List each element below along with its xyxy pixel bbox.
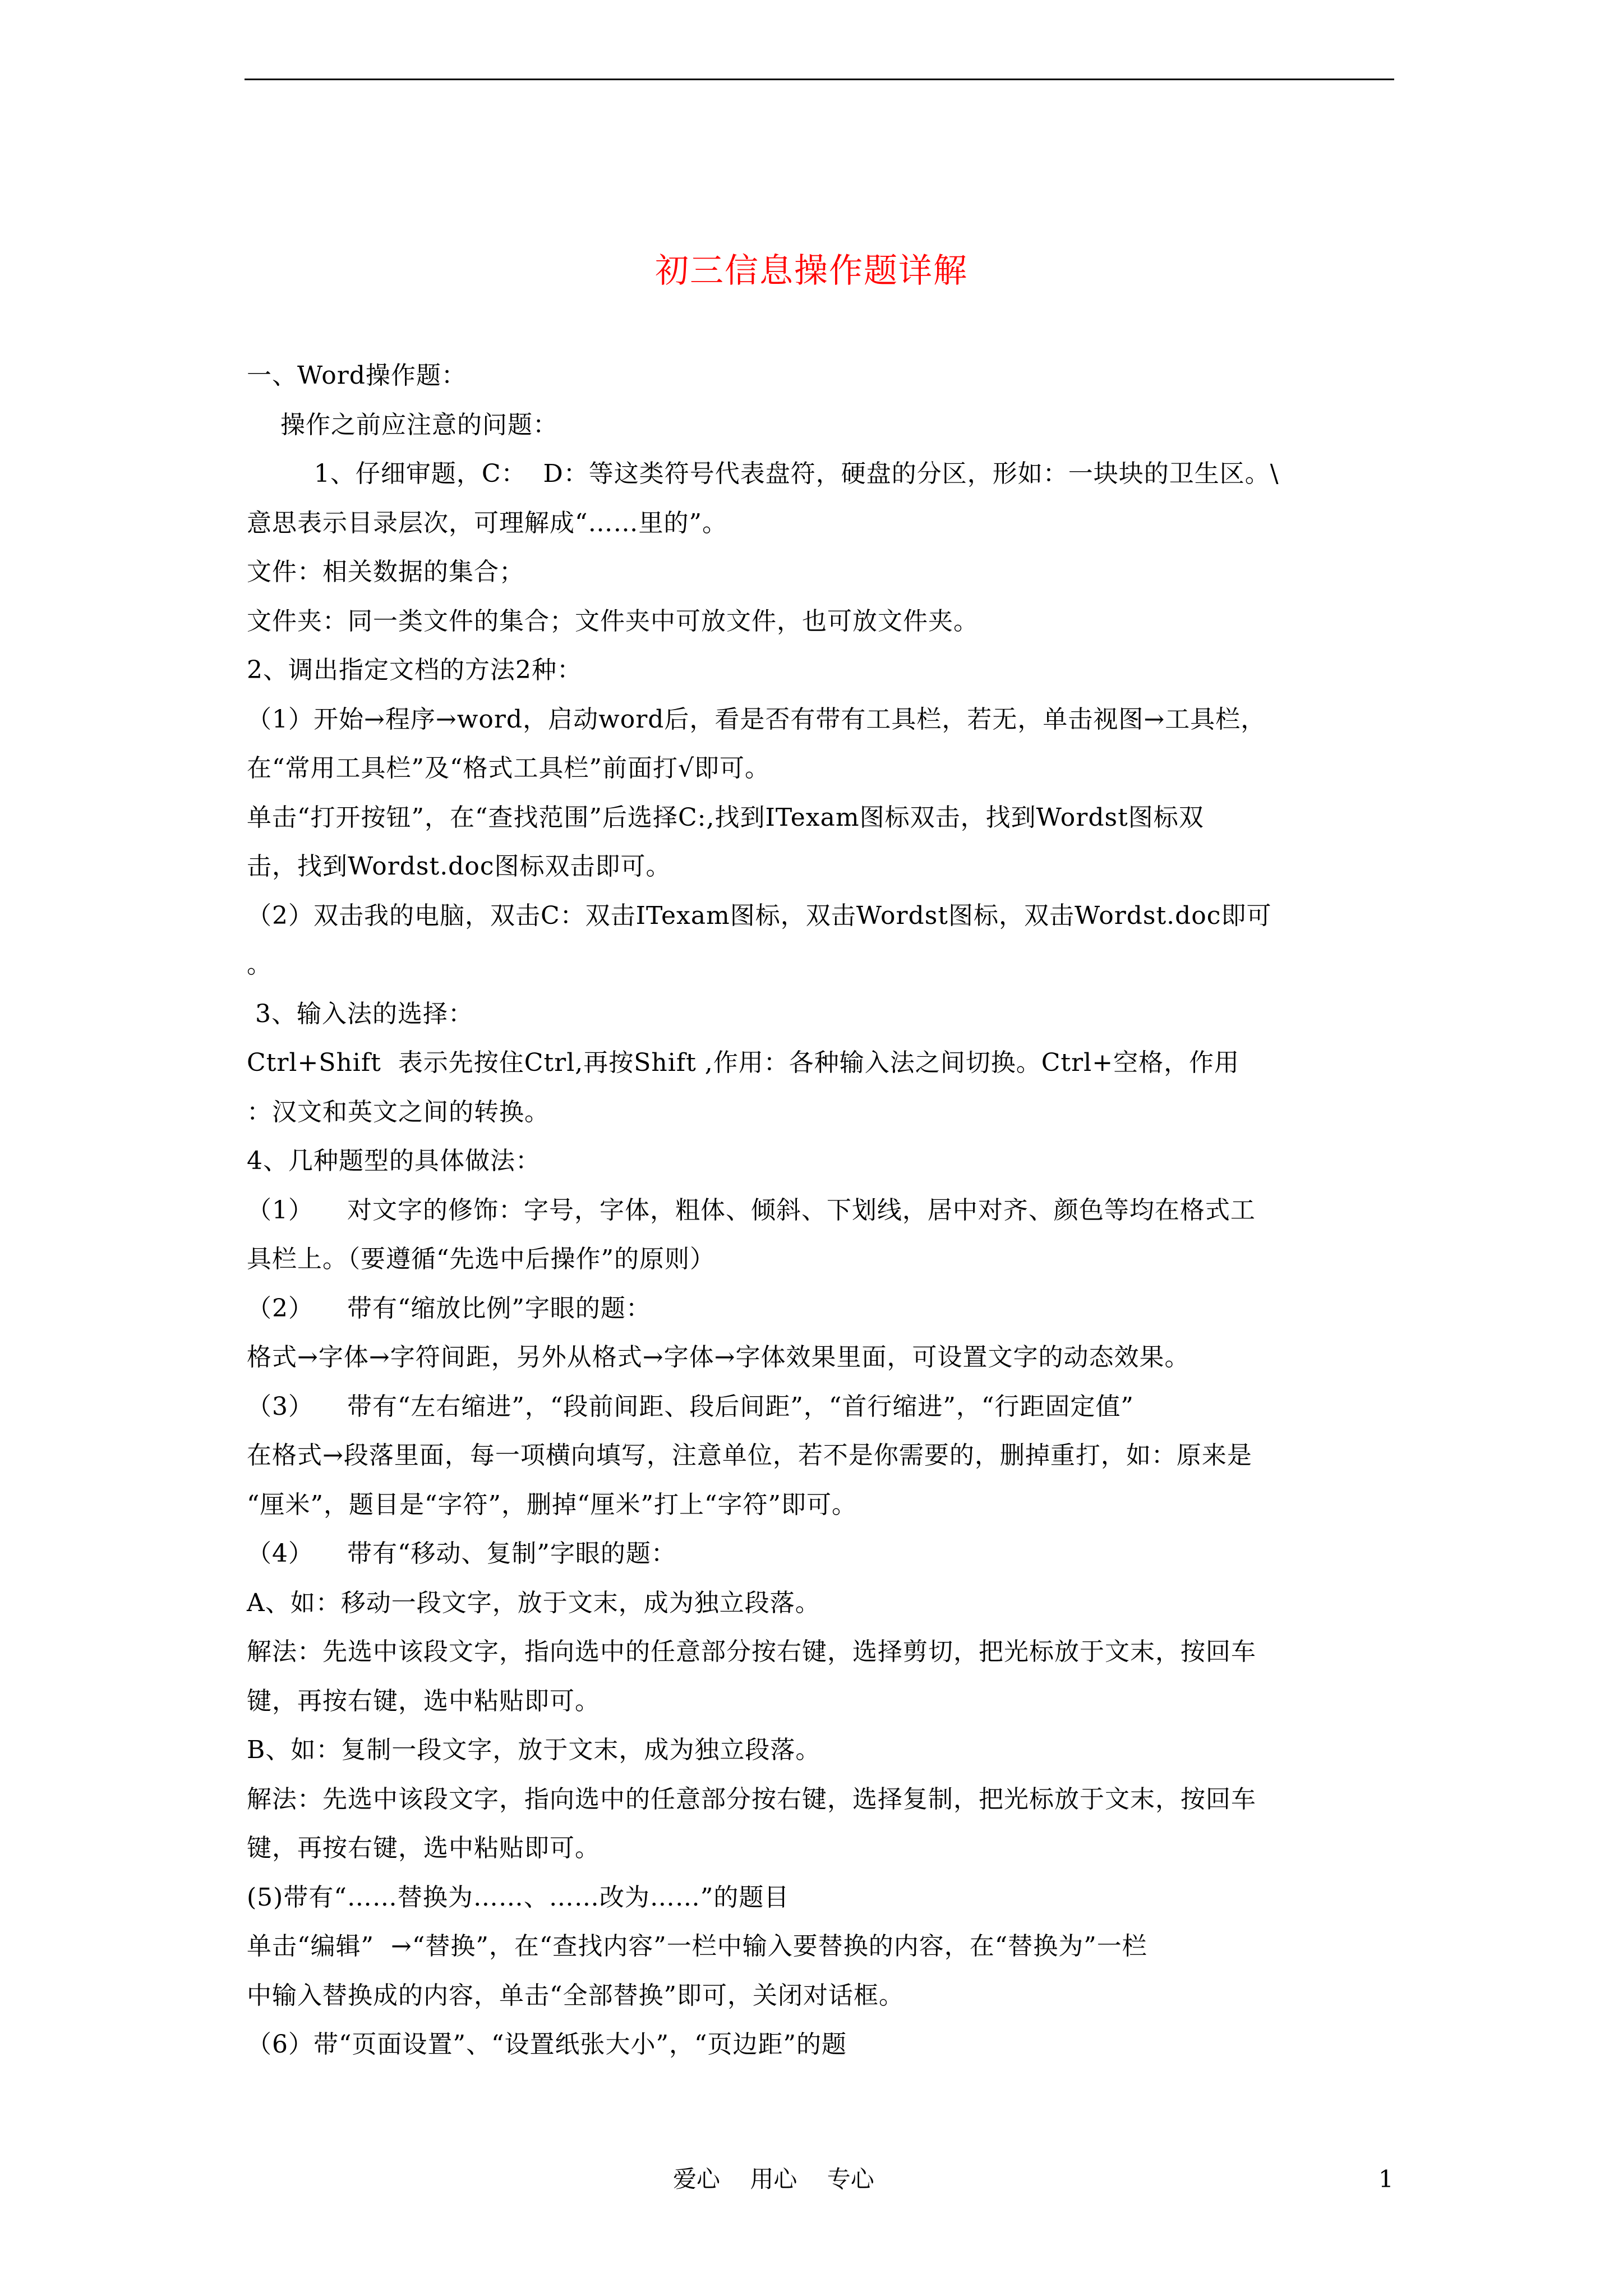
text-line: 操作之前应注意的问题： (247, 410, 558, 439)
text-line: （4） 带有“移动、复制”字眼的题： (247, 1539, 676, 1568)
text-line: 单击“编辑” →“替换”，在“查找内容”一栏中输入要替换的内容，在“替换为”一栏 (247, 1932, 1147, 1961)
text-line: 格式→字体→字符间距，另外从格式→字体→字体效果里面，可设置文字的动态效果。 (247, 1343, 1190, 1372)
text-line: 击，找到Wordst.doc图标双击即可。 (247, 852, 671, 881)
text-line: （3） 带有“左右缩进”，“段前间距、段后间距”，“首行缩进”，“行距固定值” (247, 1392, 1134, 1421)
text-line: 单击“打开按钮”，在“查找范围”后选择C:,找到ITexam图标双击，找到Wordst图标双 (247, 803, 1204, 832)
document-title: 初三信息操作题详解 (655, 251, 968, 291)
footer-motto: 爱心 用心 专心 (673, 2165, 874, 2193)
text-line: 在格式→段落里面，每一项横向填写，注意单位，若不是你需要的，删掉重打，如：原来是 (247, 1441, 1252, 1470)
text-line: 意思表示目录层次，可理解成“……里的”。 (247, 508, 727, 537)
text-line: ：汉文和英文之间的转换。 (247, 1097, 550, 1126)
text-line: （2）双击我的电脑，双击C：双击ITexam图标，双击Wordst图标，双击Wordst.doc即可 (247, 901, 1272, 930)
text-line: 1、仔细审题，C： D：等这类符号代表盘符，硬盘的分区，形如：一块块的卫生区。\ (247, 459, 1279, 488)
text-line: 。 (247, 950, 272, 979)
text-line: （1） 对文字的修饰：字号，字体，粗体、倾斜、下划线，居中对齐、颜色等均在格式工 (247, 1195, 1256, 1225)
text-line: （6）带“页面设置”、“设置纸张大小”，“页边距”的题 (247, 2030, 847, 2059)
text-line: 在“常用工具栏”及“格式工具栏”前面打√即可。 (247, 754, 771, 783)
text-line: 键，再按右键，选中粘贴即可。 (247, 1834, 600, 1862)
page-footer (0, 2162, 1623, 2196)
text-line: 2、调出指定文档的方法2种： (247, 656, 582, 684)
text-line: 键，再按右键，选中粘贴即可。 (247, 1686, 600, 1715)
text-line: 中输入替换成的内容，单击“全部替换”即可，关闭对话框。 (247, 1981, 904, 2010)
document-body (247, 351, 1400, 2069)
text-line: 3、输入法的选择： (247, 999, 473, 1028)
text-line: 解法：先选中该段文字，指向选中的任意部分按右键，选择剪切，把光标放于文末，按回车 (247, 1637, 1256, 1666)
text-line: 解法：先选中该段文字，指向选中的任意部分按右键，选择复制，把光标放于文末，按回车 (247, 1784, 1256, 1814)
text-line: (5)带有“……替换为……、……改为……”的题目 (247, 1883, 790, 1912)
text-line: A、如：移动一段文字，放于文末，成为独立段落。 (247, 1588, 820, 1617)
text-line: B、如：复制一段文字，放于文末，成为独立段落。 (247, 1736, 821, 1764)
text-line: （2） 带有“缩放比例”字眼的题： (247, 1294, 651, 1323)
text-line: 4、几种题型的具体做法： (247, 1147, 541, 1175)
text-line: 具栏上。（要遵循“先选中后操作”的原则） (247, 1245, 715, 1273)
header-rule (245, 79, 1394, 80)
text-line: 文件：相关数据的集合； (247, 558, 524, 586)
text-line: Ctrl+Shift 表示先按住Ctrl,再按Shift ,作用：各种输入法之间切换。Ctrl+空格，作用 (247, 1048, 1240, 1077)
text-line: 文件夹：同一类文件的集合；文件夹中可放文件，也可放文件夹。 (247, 606, 979, 636)
text-line: “厘米”，题目是“字符”，删掉“厘米”打上“字符”即可。 (247, 1490, 857, 1519)
page-number: 1 (1378, 2165, 1394, 2193)
text-line: 一、Word操作题： (247, 361, 467, 390)
text-line: （1）开始→程序→word，启动word后，看是否有带有工具栏，若无，单击视图→工具栏， (247, 705, 1266, 734)
